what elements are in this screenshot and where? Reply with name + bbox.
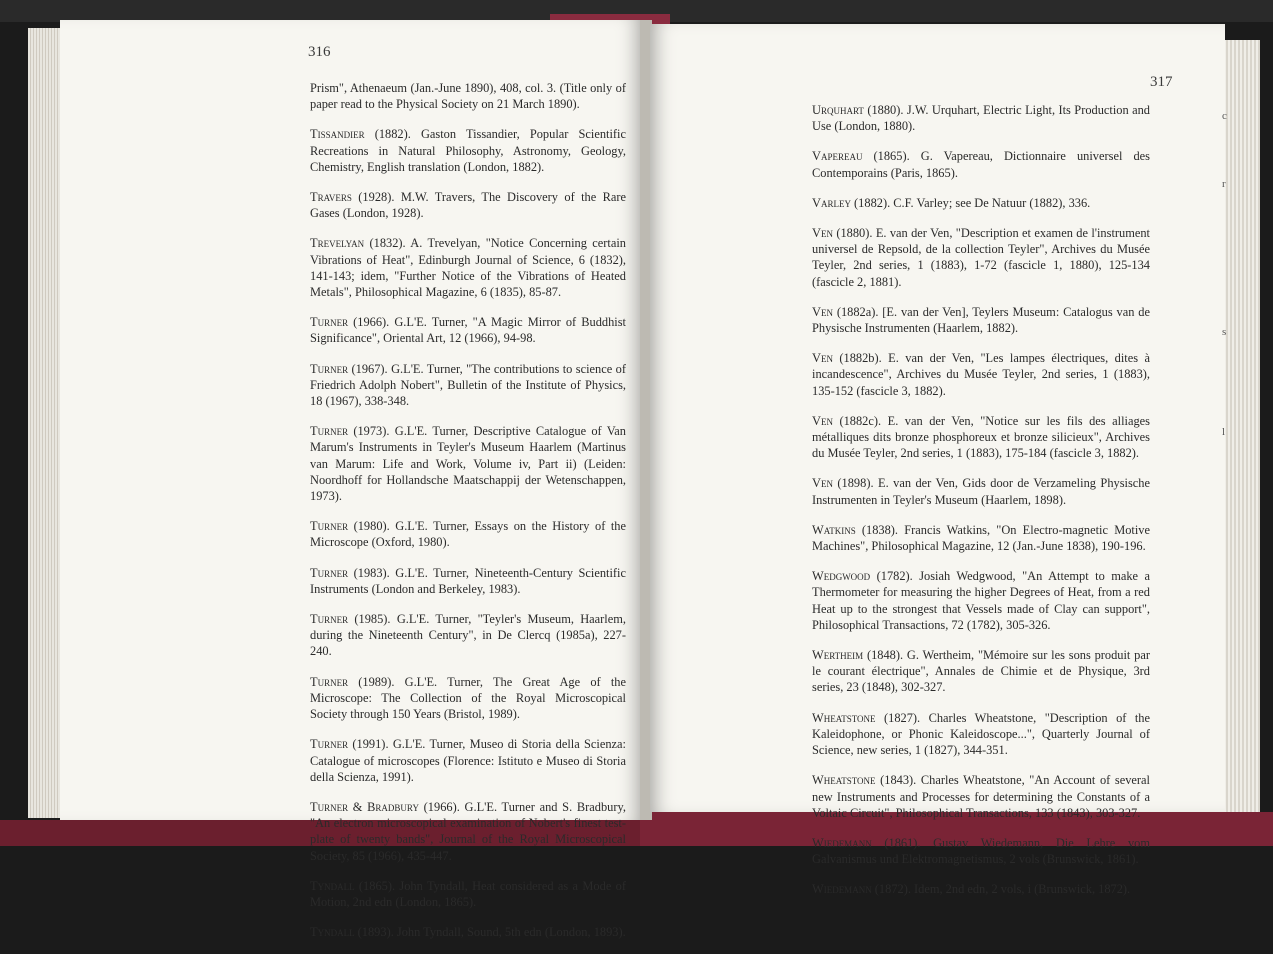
entry-author: Vapereau xyxy=(812,149,863,164)
margin-mark: l xyxy=(1222,426,1226,438)
entry-author: Ven xyxy=(812,476,833,491)
entry-text: (1983). G.L'E. Turner, Nineteenth-Century Scientific Instruments (London and Berkeley, 1983). xyxy=(310,565,626,596)
bibliography-entry xyxy=(812,522,1150,554)
bibliography-entry xyxy=(310,126,626,175)
entry-text: (1882c). E. van der Ven, "Notice sur les fils des alliages métalliques dits bronze phosphoreux et bronze silicieux", Archives du Musée Teyler, 2nd series, 1 (1883), 175-184 (fascicle 3, 1882). xyxy=(812,413,1150,461)
entry-author: Turner xyxy=(310,519,349,534)
bibliography-entry xyxy=(812,225,1150,290)
bibliography-entry xyxy=(812,647,1150,696)
entry-text: (1898). E. van der Ven, Gids door de Verzameling Physische Instrumenten in Teyler's Museum (Haarlem, 1898). xyxy=(812,476,1150,507)
entry-text: (1882). Gaston Tissandier, Popular Scientific Recreations in Natural Philosophy, Astronomy, Geology, Chemistry, English translation (London, 1882). xyxy=(310,127,626,174)
bibliography-entry xyxy=(310,799,626,864)
entry-text: (1865). G. Vapereau, Dictionnaire universel des Contemporains (Paris, 1865). xyxy=(812,149,1150,180)
entry-author: Turner xyxy=(310,674,349,689)
right-page xyxy=(650,24,1225,897)
entry-author: Ven xyxy=(812,304,833,319)
bibliography-entry xyxy=(310,189,626,221)
entry-text: (1827). Charles Wheatstone, "Description of the Kaleidophone, or Phonic Kaleidoscope...", Quarterly Journal of Science, new series, 1 (1827), 344-351. xyxy=(812,710,1150,758)
margin-mark: c xyxy=(1222,110,1227,122)
entry-author: Wertheim xyxy=(812,648,864,663)
entry-author: Wedgwood xyxy=(812,569,871,584)
entry-text: (1966). G.L'E. Turner, "A Magic Mirror of Buddhist Significance", Oriental Art, 12 (1966), 94-98. xyxy=(310,315,626,346)
bibliography-entry xyxy=(310,674,626,723)
bibliography-entry xyxy=(812,475,1150,507)
entry-text: (1985). G.L'E. Turner, "Teyler's Museum, Haarlem, during the Nineteenth Century", in De Clercq (1985a), 227-240. xyxy=(310,612,626,659)
entry-author: Watkins xyxy=(812,522,856,537)
bibliography-entry xyxy=(310,314,626,346)
left-page xyxy=(60,20,642,940)
bibliography-entry xyxy=(310,736,626,785)
entry-text: (1832). A. Trevelyan, "Notice Concerning certain Vibrations of Heat", Edinburgh Journal of Science, 6 (1832), 141-143; idem, "Further Notice of the Vibrations of Heated Metals", Philosophical Magazine, 6 (1835), 85-87. xyxy=(310,236,626,300)
entry-text: (1880). E. van der Ven, "Description et examen de l'instrument universel de Repsold, de la collection Teyler", Archives du Musée Teyler, 2nd series, 1 (1883), 1-72 (fascicle 1, 1880), 125-134 (fascicle 2, 1881). xyxy=(812,226,1150,289)
bibliography-entry xyxy=(310,924,626,940)
bibliography-entry xyxy=(310,565,626,597)
entry-text: (1882). C.F. Varley; see De Natuur (1882), 336. xyxy=(850,195,1091,210)
bibliography-entry xyxy=(310,361,626,410)
bibliography-entry xyxy=(812,413,1150,462)
entry-text: (1848). G. Wertheim, "Mémoire sur les sons produit par le courant électrique", Annales de Chimie et de Physique, 3rd series, 23 (1848), 302-327. xyxy=(812,648,1150,695)
entry-text: (1880). J.W. Urquhart, Electric Light, Its Production and Use (London, 1880). xyxy=(812,103,1150,134)
bibliography-entry xyxy=(310,878,626,910)
entry-text: Prism", Athenaeum (Jan.-June 1890), 408, col. 3. (Title only of paper read to the Physical Society on 21 March 1890). xyxy=(310,81,626,112)
bibliography-entry xyxy=(812,148,1150,180)
entry-author: Ven xyxy=(812,351,833,366)
margin-mark: s xyxy=(1222,326,1227,338)
margin-mark: r xyxy=(1222,178,1226,190)
bibliography-entry xyxy=(310,518,626,550)
entry-text: (1973). G.L'E. Turner, Descriptive Catalogue of Van Marum's Instruments in Teyler's Museum Haarlem (Martinus van Marum: Life and Work, Volume iv, Part ii) (Leiden: Noordhoff for Hollandsche Maatschappij der Wetenschappen, 1973). xyxy=(310,424,626,504)
entry-text: (1980). G.L'E. Turner, Essays on the History of the Microscope (Oxford, 1980). xyxy=(310,519,626,550)
bibliography-entry xyxy=(812,350,1150,399)
bibliography-entry xyxy=(812,195,1150,211)
entry-author: Trevelyan xyxy=(310,236,365,251)
entry-author: Turner xyxy=(310,612,349,627)
bibliography-entry xyxy=(812,304,1150,336)
bibliography-entry xyxy=(812,710,1150,759)
entry-author: Travers xyxy=(310,190,352,205)
bibliography-entry xyxy=(812,568,1150,633)
entry-author: Wheatstone xyxy=(812,773,876,788)
entry-text: (1838). Francis Watkins, "On Electro-magnetic Motive Machines", Philosophical Magazine, 12 (Jan.-June 1838), 190-196. xyxy=(812,522,1150,554)
entry-author: Turner xyxy=(310,315,349,330)
entry-text: (1991). G.L'E. Turner, Museo di Storia della Scienza: Catalogue of microscopes (Florence: Istituto e Museo di Storia della Scienza, 1991). xyxy=(310,737,626,784)
entry-author: Ven xyxy=(812,413,833,428)
entry-text: (1928). M.W. Travers, The Discovery of the Rare Gases (London, 1928). xyxy=(310,190,626,221)
entry-author: Urquhart xyxy=(812,103,864,117)
entry-text: (1861). Gustav Wiedemann, Die Lehre vom Galvanismus und Elektromagnetismus, 2 vols (Brunswick, 1861). xyxy=(812,835,1150,867)
entry-text: (1882a). [E. van der Ven], Teylers Museum: Catalogus van de Physische Instrumenten (Haarlem, 1882). xyxy=(812,304,1150,336)
entry-text: (1893). John Tyndall, Sound, 5th edn (London, 1893). xyxy=(354,925,626,940)
bibliography-entry xyxy=(812,102,1150,134)
entry-author: Wiedemann xyxy=(812,882,872,897)
entry-text: (1843). Charles Wheatstone, "An Account of several new Instruments and Processes for determining the Constants of a Voltaic Circuit", Philosophical Transactions, 133 (1843), 303-327. xyxy=(812,773,1150,820)
bibliography-entry xyxy=(310,423,626,504)
entry-author: Wheatstone xyxy=(812,710,876,725)
entry-author: Turner xyxy=(310,737,349,752)
entry-author: Tissandier xyxy=(310,127,365,142)
entry-text: (1989). G.L'E. Turner, The Great Age of the Microscope: The Collection of the Royal Microscopical Society through 150 Years (Bristol, 1989). xyxy=(310,674,626,722)
bibliography-entry xyxy=(310,80,626,112)
entry-author: Ven xyxy=(812,226,833,241)
entry-author: Turner xyxy=(310,424,349,439)
entry-text: (1882b). E. van der Ven, "Les lampes électriques, dites à incandescence", Archives du Musée Teyler, 2nd series, 1 (1883), 135-152 (fascicle 3, 1882). xyxy=(812,351,1150,398)
bibliography-entry xyxy=(310,611,626,660)
entry-text: (1966). G.L'E. Turner and S. Bradbury, "An electron microscopical examination of Nobert's finest test-plate of twenty bands", Journal of the Royal Microscopical Society, 85 (1966), 435-447. xyxy=(310,799,626,863)
bibliography-entry xyxy=(812,881,1150,897)
bibliography-entry xyxy=(812,772,1150,821)
entry-author: Varley xyxy=(812,195,851,210)
entry-text: (1782). Josiah Wedgwood, "An Attempt to make a Thermometer for measuring the higher Degrees of Heat, from a red Heat up to the strongest that Vessels made of Clay can support", Philosophical Transactions, 72 (1782), 305-326. xyxy=(812,569,1150,632)
bibliography-entry xyxy=(812,835,1150,867)
left-page-number: 316 xyxy=(308,44,331,60)
entry-author: Turner & Bradbury xyxy=(310,799,419,814)
entry-author: Turner xyxy=(310,565,349,580)
left-bibliography-column xyxy=(310,80,626,954)
entry-text: (1872). Idem, 2nd edn, 2 vols, i (Brunswick, 1872). xyxy=(871,882,1131,897)
entry-text: (1967). G.L'E. Turner, "The contributions to science of Friedrich Adolph Nobert", Bulletin of the Institute of Physics, 18 (1967), 338-348. xyxy=(310,361,626,409)
entry-author: Wiedemann xyxy=(812,835,872,850)
entry-author: Tyndall xyxy=(310,925,355,940)
entry-author: Tyndall xyxy=(310,878,355,893)
entry-author: Turner xyxy=(310,361,349,376)
bibliography-entry xyxy=(310,235,626,300)
right-page-number: 317 xyxy=(1150,74,1173,90)
entry-text: (1865). John Tyndall, Heat considered as a Mode of Motion, 2nd edn (London, 1865). xyxy=(310,878,626,909)
right-bibliography-column xyxy=(812,102,1150,912)
